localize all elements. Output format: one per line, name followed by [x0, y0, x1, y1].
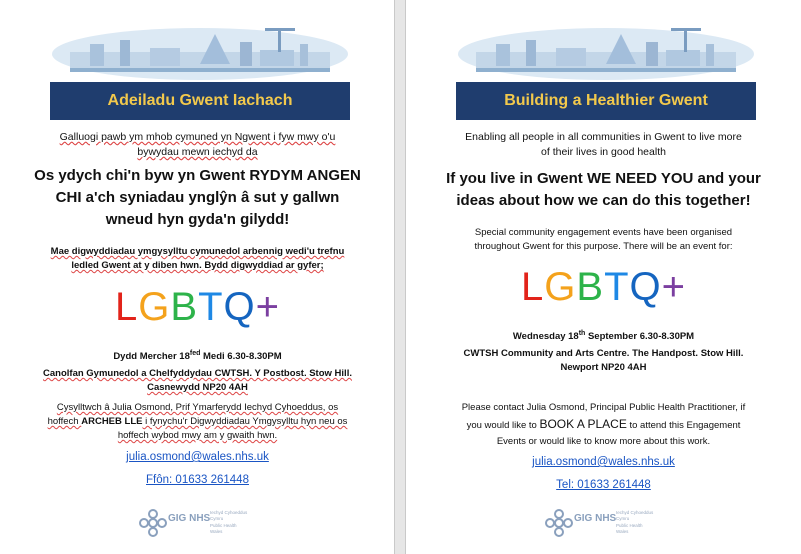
venue-line-2: Newport NP20 4AH — [560, 362, 647, 373]
email-link[interactable]: julia.osmond@wales.nhs.uk — [532, 456, 675, 468]
contact-line-3: hoffech wybod mwy am y gwaith hwn. — [117, 430, 278, 441]
headline-line-2: ideas about how we can do this together! — [456, 192, 751, 209]
contact-line-2c: to attend this Engagement — [626, 420, 741, 431]
logo-line-4: Wales — [616, 529, 629, 534]
lgbtq-letter-plus: + — [255, 285, 280, 329]
lgbtq-letter-g: G — [138, 285, 171, 329]
contact-line-2c: i fynychu'r Digwyddiadau Ymgysylltu hyn neu os — [142, 416, 348, 427]
lgbtq-letter-g: G — [544, 265, 577, 309]
lgbtq-letter-l: L — [115, 285, 139, 329]
events-line-2: ledled Gwent at y diben hwn. Bydd digwyddiad ar gyfer; — [71, 260, 324, 271]
city-skyline-illustration — [456, 14, 756, 80]
phone-link[interactable]: Ffôn: 01633 261448 — [146, 474, 249, 486]
contact-line-2a: you would like to — [466, 420, 540, 431]
logo-line-2: Cymru — [616, 516, 630, 521]
logo-line-1: Iechyd Cyhoeddus — [210, 510, 248, 515]
events-line-1: Special community engagement events have been organised — [474, 227, 733, 238]
headline-line-1: Os ydych chi'n byw yn Gwent RYDYM ANGEN — [34, 167, 361, 184]
email-row — [20, 447, 375, 465]
book-place-text: ARCHEB LLE — [81, 416, 143, 427]
phw-logo — [138, 505, 258, 541]
venue-line-1: CWTSH Community and Arts Centre. The Handpost. Stow Hill. — [463, 348, 744, 359]
contact-line-3: Events or would like to know more about this work. — [496, 436, 711, 447]
contact-text — [426, 400, 781, 450]
intro-line-2: bywydau mewn iechyd da — [137, 146, 258, 158]
book-place-text: BOOK A PLACE — [539, 417, 627, 431]
date-sup: th — [578, 330, 586, 337]
logo-line-1: Iechyd Cyhoeddus — [616, 510, 654, 515]
headline-line-2: CHI a'ch syniadau ynglŷn â sut y gallwn — [55, 189, 340, 206]
venue-line-1: Canolfan Gymunedol a Chelfyddydau CWTSH. Y Postbost. Stow Hill. — [43, 368, 352, 379]
event-date — [20, 347, 375, 364]
phw-logo — [544, 505, 664, 541]
lgbtq-letter-l: L — [521, 265, 545, 309]
date-suffix: Medi 6.30-8.30PM — [200, 351, 282, 363]
email-row — [426, 452, 781, 470]
contact-text — [20, 401, 375, 443]
events-line-1: Mae digwyddiadau ymgysylltu cymunedol arbennig wedi'u trefnu — [50, 246, 345, 257]
phone-link[interactable]: Tel: 01633 261448 — [556, 479, 651, 491]
phone-row — [426, 475, 781, 493]
date-prefix: Dydd Mercher 18 — [113, 351, 190, 363]
events-text — [426, 226, 781, 254]
lgbtq-letter-q: Q — [223, 285, 256, 329]
date-prefix: Wednesday 18 — [512, 331, 579, 343]
events-line-2: throughout Gwent for this purpose. There will be an event for: — [474, 241, 733, 252]
contact-line-2a: hoffech — [47, 416, 82, 427]
headline — [426, 168, 781, 212]
logo-line-3: Public Health — [210, 523, 237, 528]
email-link[interactable]: julia.osmond@wales.nhs.uk — [126, 451, 269, 463]
headline — [20, 165, 375, 231]
lgbtq-letter-t: T — [604, 265, 630, 309]
intro-line-1: Enabling all people in all communities in Gwent to live more — [465, 131, 742, 143]
logo-gig-nhs: GIG NHS — [168, 513, 211, 524]
lgbtq-letter-t: T — [198, 285, 224, 329]
logo-gig-nhs: GIG NHS — [574, 513, 617, 524]
events-text — [20, 245, 375, 273]
date-sup: fed — [189, 350, 201, 357]
lgbtq-heading — [426, 265, 781, 310]
page-gap — [395, 0, 405, 554]
lgbtq-letter-q: Q — [629, 265, 662, 309]
lgbtq-letter-b: B — [170, 285, 199, 329]
english-page — [405, 0, 800, 554]
event-venue — [426, 347, 781, 375]
logo-line-2: Cymru — [210, 516, 224, 521]
city-skyline-illustration — [50, 14, 350, 80]
headline-line-1: If you live in Gwent WE NEED YOU and your — [446, 170, 761, 187]
phone-row — [20, 470, 375, 488]
date-suffix: September 6.30-8.30PM — [585, 331, 695, 343]
intro-text — [20, 130, 375, 160]
banner-title: Adeiladu Gwent Iachach — [50, 82, 350, 120]
lgbtq-letter-plus: + — [661, 265, 686, 309]
intro-line-2: of their lives in good health — [541, 146, 666, 158]
contact-line-1: Cysylltwch â Julia Osmond, Prif Ymarferydd Iechyd Cyhoeddus, os — [56, 402, 339, 413]
contact-line-1: Please contact Julia Osmond, Principal Public Health Practitioner, if — [461, 402, 746, 413]
headline-line-3: wneud hyn gyda'n gilydd! — [105, 211, 290, 228]
event-date — [426, 327, 781, 344]
welsh-page — [0, 0, 395, 554]
logo-line-3: Public Health — [616, 523, 643, 528]
lgbtq-heading — [20, 285, 375, 330]
intro-line-1: Galluogi pawb ym mhob cymuned yn Ngwent i fyw mwy o'u — [59, 131, 336, 143]
venue-line-2: Casnewydd NP20 4AH — [147, 382, 248, 393]
banner-title: Building a Healthier Gwent — [456, 82, 756, 120]
event-venue — [20, 367, 375, 395]
intro-text — [426, 130, 781, 160]
logo-line-4: Wales — [210, 529, 223, 534]
lgbtq-letter-b: B — [576, 265, 605, 309]
